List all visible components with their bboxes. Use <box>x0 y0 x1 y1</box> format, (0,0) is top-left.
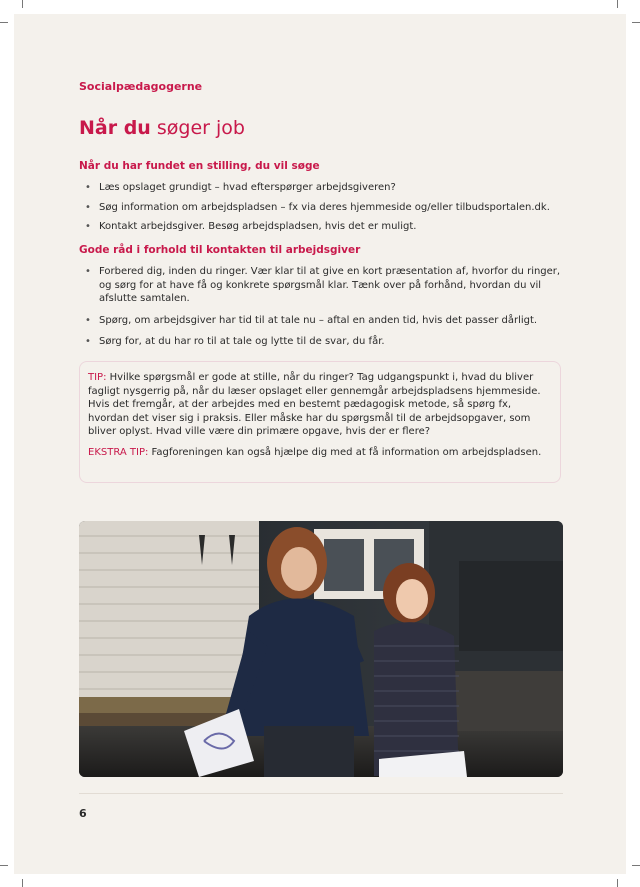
title-bold: Når du <box>79 117 151 139</box>
extra-tip-label: EKSTRA TIP: <box>88 446 149 458</box>
title-rest: søger job <box>150 117 245 139</box>
crop-mark <box>632 865 640 866</box>
extra-tip-text: Fagforeningen kan også hjælpe dig med at få information om arbejdspladsen. <box>148 446 542 458</box>
section1-list <box>79 181 564 234</box>
photo-woman-and-girl <box>79 521 563 777</box>
crop-mark <box>0 865 8 866</box>
crop-mark <box>632 22 640 23</box>
list-item: • Læs opslaget grundigt – hvad efterspørger arbejdsgiveren? <box>79 181 564 195</box>
section1-heading: Når du har fundet en stilling, du vil søge <box>79 160 320 172</box>
crop-mark <box>617 879 618 887</box>
list-item: • Forbered dig, inden du ringer. Vær klar til at give en kort præsentation af, hvorfor du ringer, og sørg for at have få og konkrete spørgsmål klar. Tænk over på forhånd, hvordan du vil afslutte samtalen. <box>79 265 564 306</box>
crop-mark <box>22 0 23 8</box>
section2-list <box>79 265 564 349</box>
page-title <box>79 117 245 139</box>
crop-mark <box>617 0 618 8</box>
list-item: • Sørg for, at du har ro til at tale og lytte til de svar, du får. <box>79 335 564 349</box>
page-number: 6 <box>79 807 87 820</box>
tip-box <box>79 361 561 483</box>
extra-tip-paragraph <box>88 446 552 460</box>
list-item: • Søg information om arbejdspladsen – fx via deres hjemmeside og/eller tilbudsportalen.dk. <box>79 201 564 215</box>
tip-text: Hvilke spørgsmål er gode at stille, når du ringer? Tag udgangspunkt i, hvad du bliver fagligt nysgerrig på, når du læser opslaget eller gennemgår arbejdspladsens hjemmeside. Hvis det fremgår, at der arbejdes med en bestemt pædagogisk metode, så spørg fx, hvordan det viser sig i praksis. Eller måske har du spørgsmål til de arbejdsopgaver, som bliver oplyst. Hvad ville være din primære opgave, hvis der er flere? <box>88 372 541 437</box>
brand-name: Socialpædagogerne <box>79 80 203 93</box>
footer-divider <box>79 793 563 794</box>
crop-mark <box>0 22 8 23</box>
tip-paragraph <box>88 371 552 439</box>
list-item: • Spørg, om arbejdsgiver har tid til at tale nu – aftal en anden tid, hvis det passer dårligt. <box>79 314 564 328</box>
list-item: • Kontakt arbejdsgiver. Besøg arbejdspladsen, hvis det er muligt. <box>79 220 564 234</box>
crop-mark <box>22 879 23 887</box>
tip-label: TIP: <box>88 372 107 383</box>
section2-heading: Gode råd i forhold til kontakten til arbejdsgiver <box>79 244 361 256</box>
